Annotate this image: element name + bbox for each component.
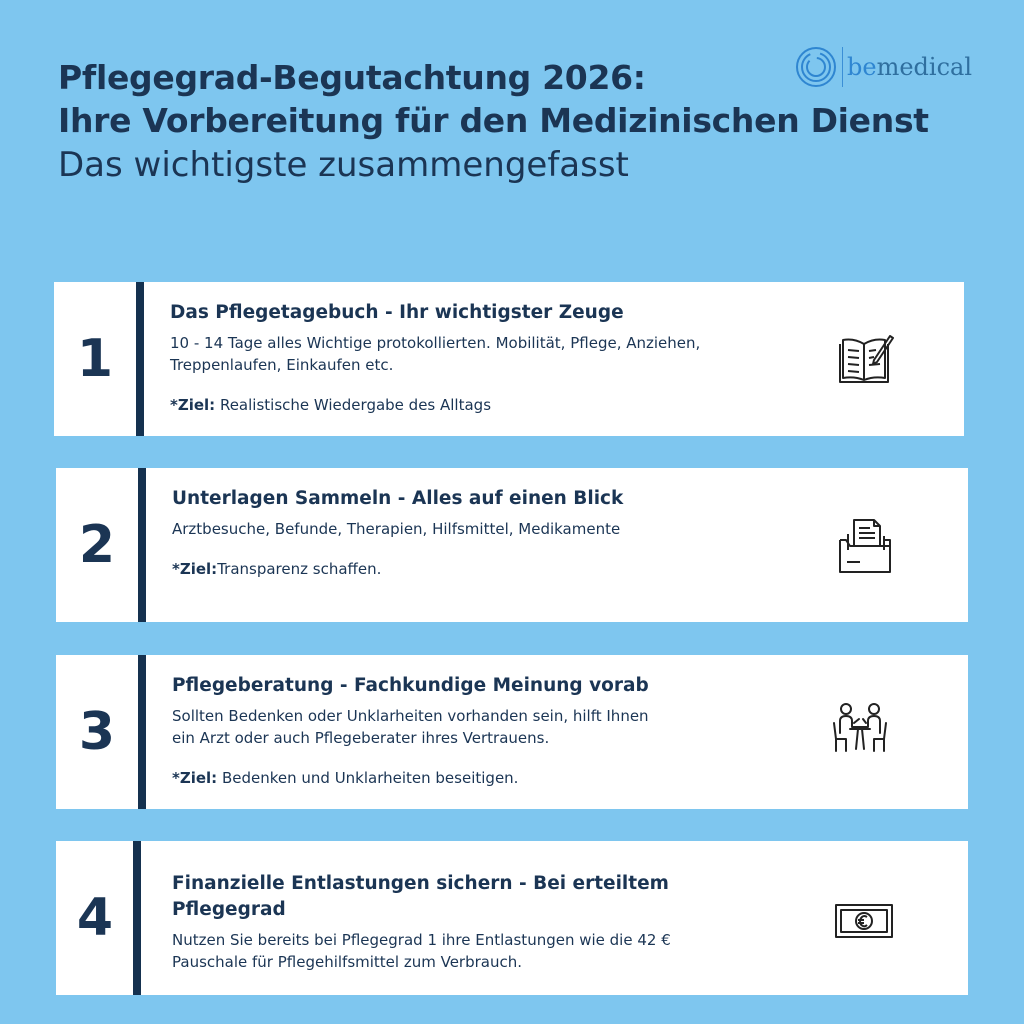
step-content xyxy=(172,486,782,580)
step-content xyxy=(172,673,782,789)
step-card-4 xyxy=(56,841,968,995)
document-folder-icon xyxy=(834,516,894,576)
step-heading: Finanzielle Entlastungen sichern - Bei erteiltem Pflegegrad xyxy=(172,873,669,920)
logo-circle-icon xyxy=(794,45,838,89)
step-divider-bar xyxy=(136,282,144,436)
logo-wordmark xyxy=(847,53,972,81)
step-divider-bar xyxy=(138,468,146,622)
step-body: Sollten Bedenken oder Unklarheiten vorhanden sein, hilft Ihnen ein Arzt oder auch Pflegeberater ihres Vertrauens. xyxy=(172,707,649,747)
step-body: Arztbesuche, Befunde, Therapien, Hilfsmittel, Medikamente xyxy=(172,520,621,538)
step-number: 2 xyxy=(78,515,116,575)
step-content xyxy=(170,300,780,416)
step-number: 4 xyxy=(76,888,114,948)
page-title-line1: Pflegegrad-Begutachtung 2026: xyxy=(58,58,646,97)
step-heading: Das Pflegetagebuch - Ihr wichtigster Zeuge xyxy=(170,302,624,323)
logo-name: medical xyxy=(876,53,973,81)
step-heading: Pflegeberatung - Fachkundige Meinung vorab xyxy=(172,675,649,696)
page-subtitle: Das wichtigste zusammengefasst xyxy=(58,145,629,185)
goal-label: *Ziel: xyxy=(172,560,218,578)
page-title-line2: Ihre Vorbereitung für den Medizinischen Dienst xyxy=(58,101,929,140)
bemedical-logo xyxy=(794,44,972,90)
step-content xyxy=(172,871,782,973)
step-body: 10 - 14 Tage alles Wichtige protokollierten. Mobilität, Pflege, Anziehen, Treppenlaufen, Einkaufen etc. xyxy=(170,334,701,374)
logo-separator xyxy=(842,47,843,87)
step-card-3 xyxy=(56,655,968,809)
step-goal xyxy=(170,394,780,416)
step-divider-bar xyxy=(133,841,141,995)
step-goal xyxy=(172,767,782,789)
step-card-1 xyxy=(54,282,964,436)
goal-text: Bedenken und Unklarheiten beseitigen. xyxy=(217,769,519,787)
goal-label: *Ziel: xyxy=(172,769,218,787)
step-number: 1 xyxy=(76,329,114,389)
consultation-meeting-icon xyxy=(830,697,890,757)
open-book-pen-icon xyxy=(834,330,894,390)
logo-prefix: be xyxy=(847,53,877,81)
goal-text: Transparenz schaffen. xyxy=(217,560,382,578)
goal-text: Realistische Wiedergabe des Alltags xyxy=(215,396,492,414)
goal-label: *Ziel: xyxy=(170,396,216,414)
step-divider-bar xyxy=(138,655,146,809)
step-card-2 xyxy=(56,468,968,622)
step-body: Nutzen Sie bereits bei Pflegegrad 1 ihre Entlastungen wie die 42 € Pauschale für Pflegehilfsmittel zum Verbrauch. xyxy=(172,931,671,971)
step-number: 3 xyxy=(78,702,116,762)
step-goal xyxy=(172,558,782,580)
step-heading: Unterlagen Sammeln - Alles auf einen Blick xyxy=(172,488,624,509)
euro-banknote-icon xyxy=(834,891,894,951)
